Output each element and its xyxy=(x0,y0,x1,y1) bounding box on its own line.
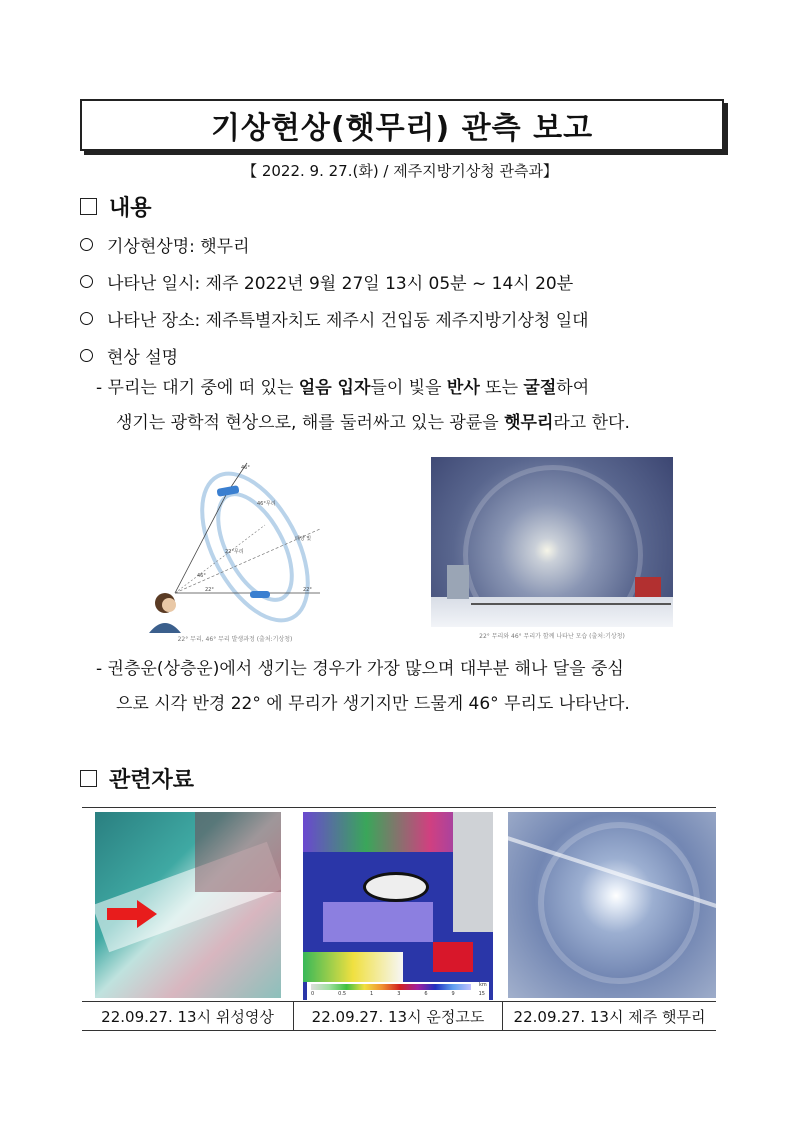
caption-row-bottom-border xyxy=(82,1030,716,1031)
circle-bullet-icon xyxy=(80,349,93,362)
list-item: 나타난 일시: 제주 2022년 9월 27일 13시 05분 ~ 14시 20분 xyxy=(80,269,573,294)
caption-cloud-height: 22.09.27. 13시 운정고도 xyxy=(311,1008,485,1026)
title-text: 기상현상(햇무리) 관측 보고 xyxy=(210,111,594,146)
circle-bullet-icon xyxy=(80,312,93,325)
caption-row-top-border xyxy=(82,1001,716,1002)
caption-jeju-halo: 22.09.27. 13시 제주 햇무리 xyxy=(513,1008,706,1026)
jeju-halo-photo xyxy=(508,812,716,998)
square-bullet-icon xyxy=(80,198,97,215)
label-22-angle: 22° xyxy=(205,587,214,593)
legend-unit: km xyxy=(479,982,487,988)
halo-diagram-svg xyxy=(145,455,325,640)
section-related-heading: 관련자료 xyxy=(80,763,194,794)
circle-bullet-icon xyxy=(80,238,93,251)
caption-satellite: 22.09.27. 13시 위성영상 xyxy=(101,1008,274,1026)
cloud-height-map xyxy=(303,812,493,1000)
halo-diagram xyxy=(145,455,325,643)
label-46-ring: 46°무리 xyxy=(257,501,276,507)
report-subtitle: 【 2022. 9. 27.(화) / 제주지방기상청 관측과】 xyxy=(242,162,558,180)
section-contents-heading: 내용 xyxy=(80,191,152,222)
page-title xyxy=(80,99,724,151)
halo-photo-1-caption: 22° 무리와 46° 무리가 함께 나타난 모습 (출처:기상청) xyxy=(479,633,625,640)
list-item: 기상현상명: 햇무리 xyxy=(80,232,250,257)
square-bullet-icon xyxy=(80,770,97,787)
halo-photo-1 xyxy=(431,457,673,627)
legend-ticks: 0 0.5 1 3 6 9 15 xyxy=(311,991,485,997)
observer-body-icon xyxy=(149,623,181,633)
satellite-image xyxy=(95,812,281,998)
halo-occurrence-description: - 권층운(상층운)에서 생기는 경우가 가장 많으며 대부분 해나 달을 중심 으로 시각 반경 22° 에 무리가 생기지만 드물게 46° 무리도 나타난다. xyxy=(96,659,630,714)
phenomenon-description: - 무리는 대기 중에 떠 있는 얼음 입자들이 빛을 반사 또는 굴절하여 생기는 광학적 현상으로, 해를 둘러싸고 있는 광륜을 햇무리라고 한다. xyxy=(96,378,630,433)
label-22-angle-right: 22° xyxy=(303,587,312,593)
list-item: 나타난 장소: 제주특별자치도 제주시 건입동 제주지방기상청 일대 xyxy=(80,306,589,331)
label-sunray: 태양 빛 xyxy=(295,536,312,542)
circle-bullet-icon xyxy=(80,275,93,288)
diagram-caption: 22° 무리, 46° 무리 발생과정 (출처:기상청) xyxy=(177,636,293,643)
label-22-ring: 22°무리 xyxy=(225,549,244,555)
arrow-right-icon xyxy=(107,900,157,928)
list-item: 현상 설명 xyxy=(80,343,178,368)
label-46: 46° xyxy=(241,465,250,471)
label-46-angle: 46° xyxy=(197,573,206,579)
related-table-top-border xyxy=(82,807,716,808)
